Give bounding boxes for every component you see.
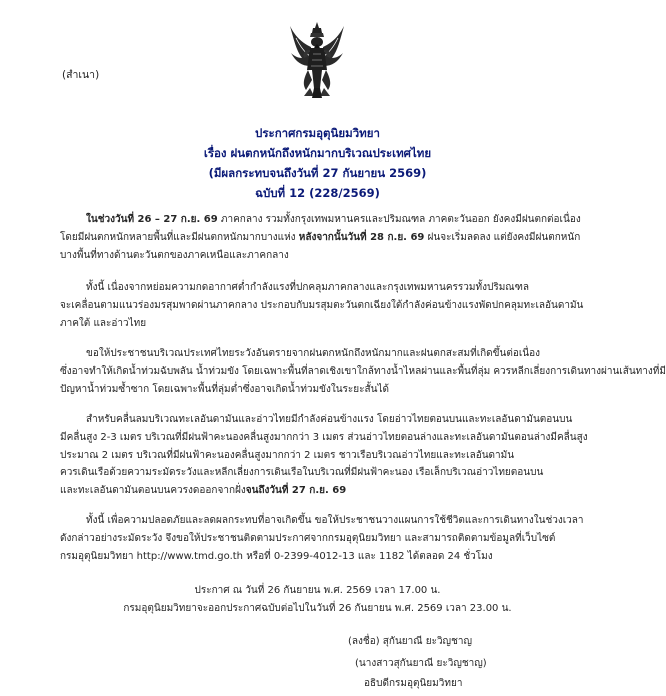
paragraph-text: กรมอุตุนิยมวิทยา http://www.tmd.go.th หรือที่ 0-2399-4012-13 และ 1182 ได้ตลอด 24 ชั่วโมง xyxy=(60,550,493,562)
paragraph-text: ทั้งนี้ เพื่อความปลอดภัยและลดผลกระทบที่อาจเกิดขึ้น ขอให้ประชาชนวางแผนการใช้ชีวิตและการเดินทางในช่วงเวลา xyxy=(86,515,584,526)
paragraph-text: ขอให้ประชาชนบริเวณประเทศไทยระวังอันตรายจากฝนตกหนักถึงหนักมากและฝนตกสะสมที่เกิดขึ้นต่อเนื่อง xyxy=(86,348,540,359)
paragraph-text: ประมาณ 2 เมตร บริเวณที่มีฝนฟ้าคะนองคลื่นสูงมากกว่า 2 เมตร ชาวเรือบริเวณอ่าวไทยและทะเลอันดามัน xyxy=(60,449,515,461)
paragraph-text: ภาคกลาง รวมทั้งกรุงเทพมหานครและปริมณฑล ภาคตะวันออก ยังคงมีฝนตกต่อเนื่อง xyxy=(217,214,581,225)
paragraph-text: ภาคใต้ และอ่าวไทย xyxy=(60,317,147,329)
forecast-period: ในช่วงวันที่ 26 – 27 ก.ย. 69 xyxy=(86,214,218,225)
title-subject: เรื่อง ฝนตกหนักถึงหนักมากบริเวณประเทศไทย xyxy=(203,146,432,160)
announced-datetime: ประกาศ ณ วันที่ 26 กันยายน พ.ศ. 2569 เวลา 17.00 น. xyxy=(194,585,441,596)
paragraph-warning xyxy=(60,345,666,398)
paragraph-text: ทั้งนี้ เนื่องจากหย่อมความกดอากาศต่ำกำลังแรงที่ปกคลุมภาคกลางและกรุงเทพมหานครรวมทั้งปริมณฑล xyxy=(86,282,529,293)
title-agency: ประกาศกรมอุตุนิยมวิทยา xyxy=(255,126,380,140)
paragraph-text: ซึ่งอาจทำให้เกิดน้ำท่วมฉับพลัน น้ำท่วมขัง โดยเฉพาะพื้นที่ลาดเชิงเขาใกล้ทางน้ำไหลผ่านและพื้นที่ลุ่ม ควรหลีกเลี่ยงการเดินทางผ่านเส้นทางที่มี xyxy=(60,365,666,377)
garuda-emblem-icon xyxy=(288,20,346,104)
signatory-name: (นางสาวสุกันยาณี ยะวิญชาญ) xyxy=(355,658,487,669)
paragraph-marine xyxy=(60,411,588,500)
title-issue-number: ฉบับที่ 12 (228/2569) xyxy=(255,186,380,200)
paragraph-text: ฝนจะเริ่มลดลง แต่ยังคงมีฝนตกหนัก xyxy=(424,231,581,243)
next-announcement: กรมอุตุนิยมวิทยาจะออกประกาศฉบับต่อไปในวันที่ 26 กันยายน พ.ศ. 2569 เวลา 23.00 น. xyxy=(123,603,512,614)
paragraph-advice xyxy=(60,512,584,565)
signature-line: (ลงชื่อ) สุกันยาณี ยะวิญชาญ xyxy=(348,636,472,647)
marine-until-date: จนถึงวันที่ 27 ก.ย. 69 xyxy=(245,485,347,497)
title-effective-date: (มีผลกระทบจนถึงวันที่ 27 กันยายน 2569) xyxy=(208,166,427,180)
paragraph-text: ควรเดินเรือด้วยความระมัดระวังและหลีกเลี่ยงการเดินเรือในบริเวณที่มีฝนฟ้าคะนอง เรือเล็กบริเวณอ่าวไทยตอนบน xyxy=(60,467,544,479)
paragraph-text: ปัญหาน้ำท่วมซ้ำซาก โดยเฉพาะพื้นที่ลุ่มต่ำซึ่งอาจเกิดน้ำท่วมขังในระยะสั้นได้ xyxy=(60,383,389,395)
paragraph-text: บางพื้นที่ทางด้านตะวันตกของภาคเหนือและภาคกลาง xyxy=(60,249,289,261)
copy-mark: (สำเนา) xyxy=(62,69,100,81)
paragraph-forecast xyxy=(60,211,580,264)
forecast-next-date: หลังจากนั้นวันที่ 28 ก.ย. 69 xyxy=(298,231,425,243)
paragraph-text: ดังกล่าวอย่างระมัดระวัง จึงขอให้ประชาชนติดตามประกาศจากกรมอุตุนิยมวิทยา และสามารถติดตามข้อมูลที่เว็บไซต์ xyxy=(60,532,556,544)
announcement-title-block xyxy=(0,123,635,203)
paragraph-text: มีคลื่นสูง 2-3 เมตร บริเวณที่มีฝนฟ้าคะนองคลื่นสูงมากกว่า 3 เมตร ส่วนอ่าวไทยตอนล่างและทะเลอันดามันตอนล่างมีคลื่นสูง xyxy=(60,431,588,443)
paragraph-text: สำหรับคลื่นลมบริเวณทะเลอันดามันและอ่าวไทยมีกำลังค่อนข้างแรง โดยอ่าวไทยตอนบนและทะเลอันดามันตอนบน xyxy=(86,414,573,425)
paragraph-text: จะเคลื่อนตามแนวร่องมรสุมพาดผ่านภาคกลาง ประกอบกับมรสุมตะวันตกเฉียงใต้กำลังค่อนข้างแรงพัดปกคลุมทะเลอันดามัน xyxy=(60,299,584,311)
paragraph-text: และทะเลอันดามันตอนบนควรงดออกจากฝั่ง xyxy=(60,485,246,497)
paragraph-text: โดยมีฝนตกหนักหลายพื้นที่และมีฝนตกหนักมากบางแห่ง xyxy=(60,231,299,243)
paragraph-cause xyxy=(60,279,584,332)
signatory-position: อธิบดีกรมอุตุนิยมวิทยา xyxy=(364,678,463,689)
